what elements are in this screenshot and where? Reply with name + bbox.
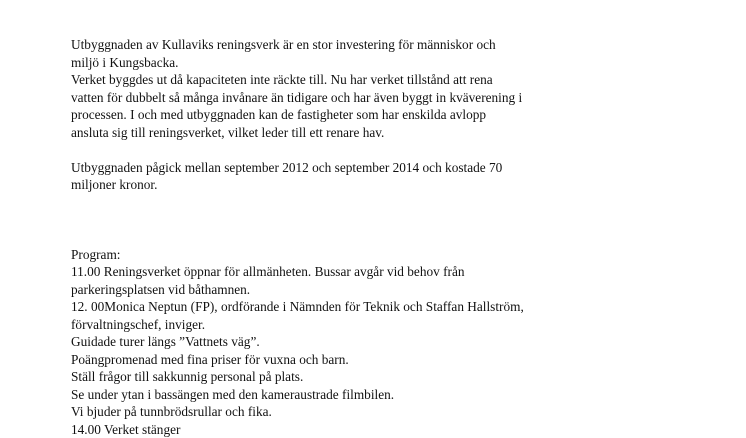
program-line: 14.00 Verket stänger [71,421,631,438]
text-line: vatten för dubbelt så många invånare än tidigare och har även byggt in kväverening i [71,89,631,107]
text-line: processen. I och med utbyggnaden kan de fastigheter som har enskilda avlopp [71,106,631,124]
program-line: 11.00 Reningsverket öppnar för allmänheten. Bussar avgår vid behov från [71,263,631,281]
paragraph-spacer [71,141,631,159]
project-paragraph [71,159,631,194]
document-page [71,36,631,438]
text-line: miljö i Kungsbacka. [71,54,631,72]
program-line: förvaltningschef, inviger. [71,316,631,334]
program-line: Se under ytan i bassängen med den kameraustrade filmbilen. [71,386,631,404]
text-line: Utbyggnaden pågick mellan september 2012 och september 2014 och kostade 70 [71,159,631,177]
program-line: Poängpromenad med fina priser för vuxna och barn. [71,351,631,369]
program-section [71,246,631,438]
program-line: parkeringsplatsen vid båthamnen. [71,281,631,299]
intro-paragraph [71,36,631,141]
text-line: Utbyggnaden av Kullaviks reningsverk är en stor investering för människor och [71,36,631,54]
program-heading: Program: [71,246,631,264]
text-line: Verket byggdes ut då kapaciteten inte räckte till. Nu har verket tillstånd att rena [71,71,631,89]
program-line: 12. 00Monica Neptun (FP), ordförande i Nämnden för Teknik och Staffan Hallström, [71,298,631,316]
paragraph-spacer [71,194,631,246]
program-line: Ställ frågor till sakkunnig personal på plats. [71,368,631,386]
program-line: Guidade turer längs ”Vattnets väg”. [71,333,631,351]
text-line: ansluta sig till reningsverket, vilket leder till ett renare hav. [71,124,631,142]
text-line: miljoner kronor. [71,176,631,194]
program-line: Vi bjuder på tunnbrödsrullar och fika. [71,403,631,421]
